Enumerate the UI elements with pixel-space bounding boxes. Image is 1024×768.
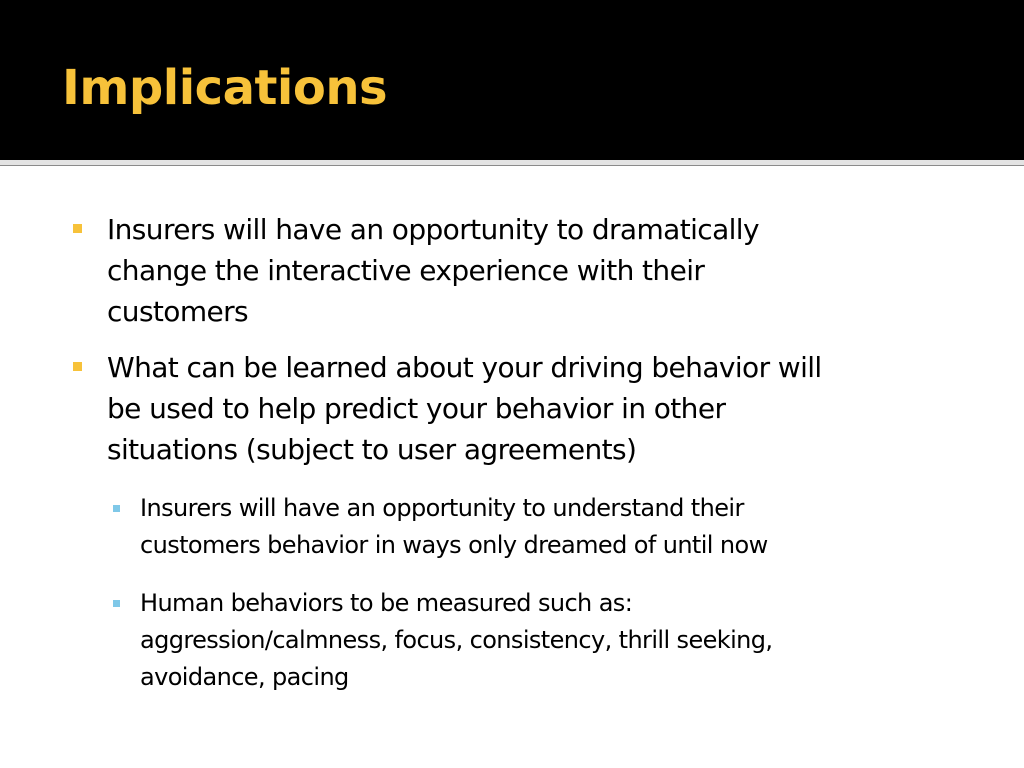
- sub-bullet-line: Human behaviors to be measured such as:: [140, 589, 633, 617]
- bullet-line: customers: [107, 295, 249, 328]
- sub-bullet-line: aggression/calmness, focus, consistency, thrill seeking,: [140, 626, 773, 654]
- bullet-line: be used to help predict your behavior in other: [107, 392, 726, 425]
- bullet-marker: [73, 224, 82, 233]
- bullet-line: change the interactive experience with their: [107, 254, 705, 287]
- sub-bullet-marker: [113, 505, 120, 512]
- bullet-line: Insurers will have an opportunity to dramatically: [107, 213, 759, 246]
- bullet-line: What can be learned about your driving behavior will: [107, 351, 822, 384]
- sub-bullet-line: customers behavior in ways only dreamed of until now: [140, 531, 768, 559]
- sub-bullet-line: Insurers will have an opportunity to understand their: [140, 494, 744, 522]
- sub-bullet-item: [140, 490, 980, 564]
- bullet-marker: [73, 362, 82, 371]
- bullet-line: situations (subject to user agreements): [107, 433, 637, 466]
- bullet-item: [107, 347, 967, 470]
- slide-title: Implications: [62, 60, 388, 116]
- sub-bullet-line: avoidance, pacing: [140, 663, 349, 691]
- sub-bullet-marker: [113, 600, 120, 607]
- sub-bullet-item: [140, 585, 980, 696]
- bullet-item: [107, 209, 967, 332]
